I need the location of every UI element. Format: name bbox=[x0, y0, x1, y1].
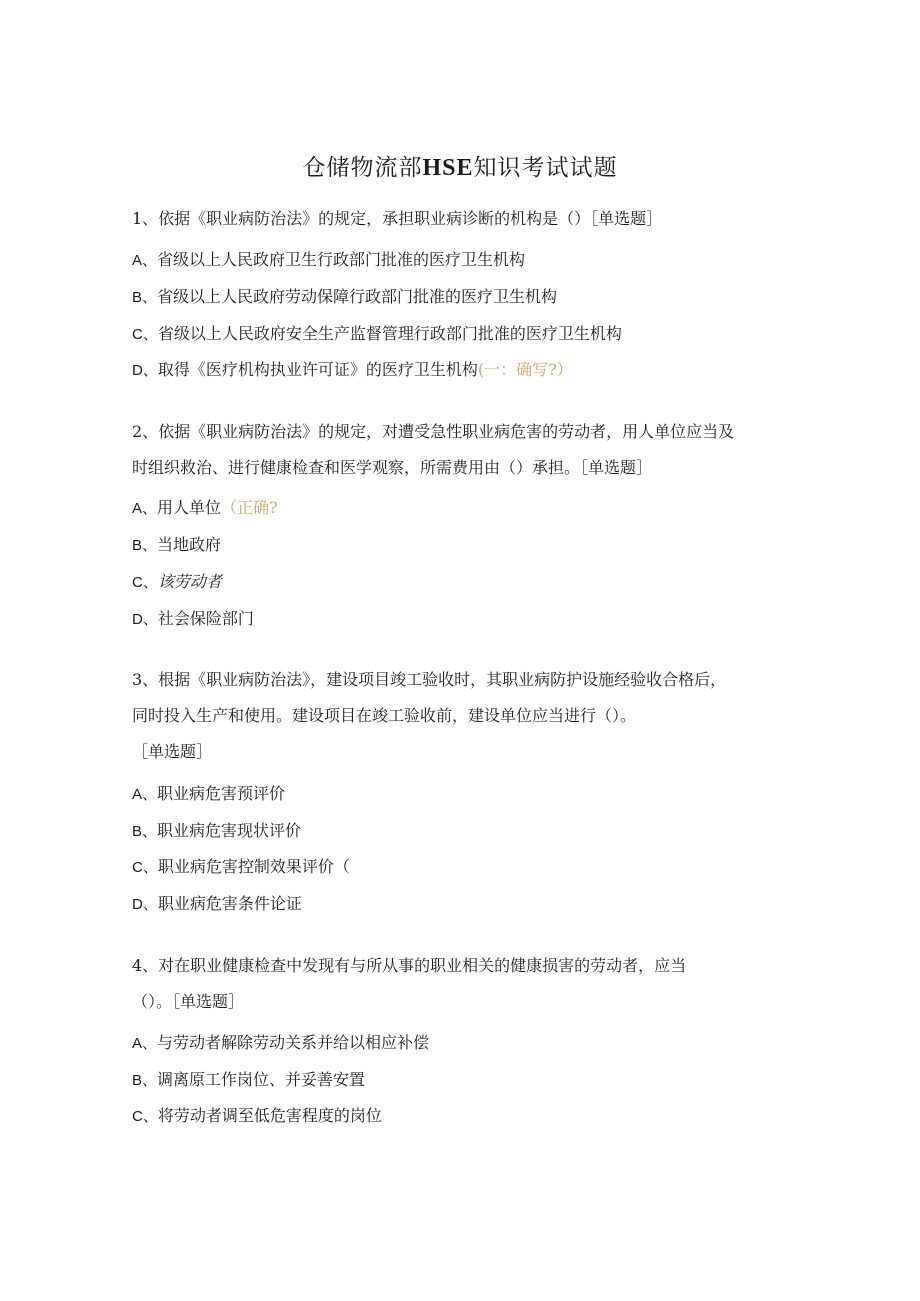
question-3-line-2: 同时投入生产和使用。建设项目在竣工验收前，建设单位应当进行（）。 bbox=[132, 706, 637, 725]
question-4-line-2: （）。［单选题］ bbox=[132, 992, 245, 1011]
title-suffix: 知识考试试题 bbox=[473, 155, 618, 181]
option-text: 将劳动者调至低危害程度的岗位 bbox=[157, 1106, 382, 1125]
option-label: D、 bbox=[132, 611, 158, 628]
option-label: B、 bbox=[132, 1072, 158, 1089]
answer-mark: (一：确写?） bbox=[477, 360, 573, 379]
option-label: A、 bbox=[132, 500, 158, 517]
q4-option-a bbox=[132, 1031, 792, 1056]
question-3-line-3: ［单选题］ bbox=[132, 742, 213, 761]
q1-option-d bbox=[132, 358, 792, 383]
option-text: 省级以上人民政府卫生行政部门批准的医疗卫生机构 bbox=[157, 250, 526, 269]
q1-option-c bbox=[132, 322, 792, 347]
q3-option-a bbox=[132, 782, 792, 807]
option-label: C、 bbox=[132, 326, 158, 343]
question-4-line-1: 4、对在职业健康检查中发现有与所从事的职业相关的健康损害的劳动者，应当 bbox=[132, 956, 687, 975]
option-text: 取得《医疗机构执业许可证》的医疗卫生机构 bbox=[157, 360, 478, 379]
option-label: A、 bbox=[132, 786, 158, 803]
option-text: 职业病危害现状评价 bbox=[157, 821, 302, 840]
option-text: 调离原工作岗位、并妥善安置 bbox=[157, 1070, 366, 1089]
option-text: 职业病危害预评价 bbox=[157, 784, 286, 803]
q3-option-c bbox=[132, 855, 792, 880]
q2-option-c bbox=[132, 570, 792, 595]
q2-option-d bbox=[132, 607, 792, 632]
option-label: A、 bbox=[132, 1035, 158, 1052]
q1-option-b bbox=[132, 285, 792, 310]
option-text: 社会保险部门 bbox=[157, 609, 254, 628]
option-text: 职业病危害控制效果评价（ bbox=[157, 857, 350, 876]
q4-option-c bbox=[132, 1104, 792, 1129]
option-label: B、 bbox=[132, 289, 158, 306]
title-prefix: 仓储物流部 bbox=[302, 155, 423, 181]
question-2-line-1: 2、依据《职业病防治法》的规定，对遭受急性职业病危害的劳动者，用人单位应当及 bbox=[132, 422, 735, 441]
q3-option-b bbox=[132, 819, 792, 844]
q2-option-b bbox=[132, 533, 792, 558]
q2-option-a bbox=[132, 496, 792, 521]
option-label: D、 bbox=[132, 362, 158, 379]
answer-mark: （正确? bbox=[221, 498, 278, 517]
option-label: A、 bbox=[132, 252, 158, 269]
option-text: 当地政府 bbox=[157, 535, 222, 554]
option-text: 省级以上人民政府劳动保障行政部门批准的医疗卫生机构 bbox=[157, 287, 558, 306]
question-2-line-2: 时组织救治、进行健康检查和医学观察，所需费用由（）承担。［单选题］ bbox=[132, 458, 653, 477]
q3-option-d bbox=[132, 892, 792, 917]
q4-option-b bbox=[132, 1068, 792, 1093]
option-label: C、 bbox=[132, 1108, 158, 1125]
option-text: 省级以上人民政府安全生产监督管理行政部门批准的医疗卫生机构 bbox=[157, 324, 622, 343]
title-hse: HSE bbox=[422, 155, 474, 181]
option-label: B、 bbox=[132, 823, 158, 840]
option-label: D、 bbox=[132, 896, 158, 913]
option-label: C、 bbox=[132, 574, 158, 591]
option-text: 该劳动者 bbox=[157, 572, 222, 591]
question-1-text: 1、依据《职业病防治法》的规定，承担职业病诊断的机构是（）［单选题］ bbox=[132, 209, 663, 228]
question-3-line-1: 3、根据《职业病防治法》，建设项目竣工验收时，其职业病防护设施经验收合格后， bbox=[132, 670, 727, 689]
option-text: 与劳动者解除劳动关系并给以相应补偿 bbox=[157, 1033, 430, 1052]
option-text: 用人单位 bbox=[157, 498, 222, 517]
option-label: C、 bbox=[132, 859, 158, 876]
page-title bbox=[0, 150, 920, 186]
q1-option-a bbox=[132, 248, 792, 273]
option-label: B、 bbox=[132, 537, 158, 554]
option-text: 职业病危害条件论证 bbox=[157, 894, 302, 913]
